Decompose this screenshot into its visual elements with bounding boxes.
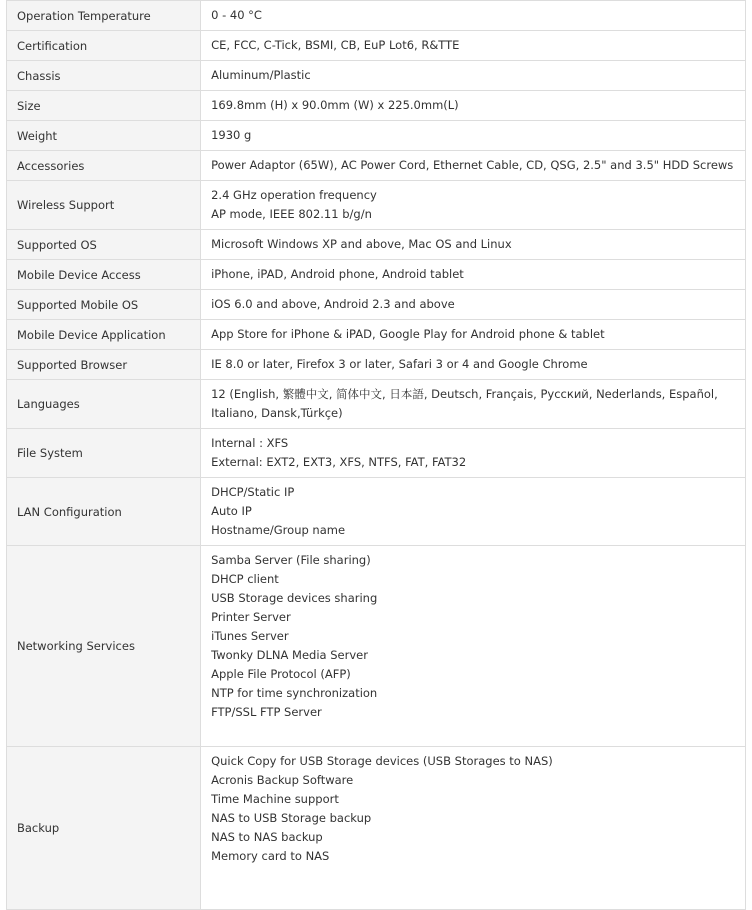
spec-value-line: FTP/SSL FTP Server xyxy=(211,705,322,719)
table-row xyxy=(7,31,746,61)
spec-label: Supported OS xyxy=(7,230,201,260)
table-row xyxy=(7,546,746,747)
table-row xyxy=(7,121,746,151)
spec-value xyxy=(201,380,746,429)
spec-table xyxy=(6,0,746,910)
spec-value-line: USB Storage devices sharing xyxy=(211,591,378,605)
spec-value-line: DHCP/Static IP xyxy=(211,485,295,499)
spec-value-line: NAS to NAS backup xyxy=(211,830,323,844)
spec-value-line: Microsoft Windows XP and above, Mac OS and Linux xyxy=(211,237,512,251)
spec-value xyxy=(201,320,746,350)
spec-label: Supported Browser xyxy=(7,350,201,380)
table-row xyxy=(7,350,746,380)
spec-value xyxy=(201,429,746,478)
spec-value-line: Italiano, Dansk,Türkçe) xyxy=(211,406,343,420)
spec-value-line: 12 (English, 繁體中文, 简体中文, 日本語, Deutsch, Français, Русский, Nederlands, Español, xyxy=(211,387,718,401)
spec-label: LAN Configuration xyxy=(7,478,201,546)
spec-value-line: Hostname/Group name xyxy=(211,523,346,537)
table-row xyxy=(7,151,746,181)
spec-label: Certification xyxy=(7,31,201,61)
spec-label: Chassis xyxy=(7,61,201,91)
spec-value-line: 1930 g xyxy=(211,128,252,142)
spec-value-line: NTP for time synchronization xyxy=(211,686,378,700)
spec-value-line: IE 8.0 or later, Firefox 3 or later, Safari 3 or 4 and Google Chrome xyxy=(211,357,588,371)
spec-value-line: Power Adaptor (65W), AC Power Cord, Ethernet Cable, CD, QSG, 2.5" and 3.5" HDD Screws xyxy=(211,158,734,172)
spec-value-line: Quick Copy for USB Storage devices (USB Storages to NAS) xyxy=(211,754,553,768)
spec-label: Mobile Device Application xyxy=(7,320,201,350)
spec-value xyxy=(201,290,746,320)
spec-value-line: 2.4 GHz operation frequency xyxy=(211,188,377,202)
spec-value xyxy=(201,546,746,747)
spec-value-line: Acronis Backup Software xyxy=(211,773,354,787)
spec-label: Operation Temperature xyxy=(7,1,201,31)
table-row xyxy=(7,747,746,910)
spec-value xyxy=(201,747,746,910)
spec-value-line: Internal : XFS xyxy=(211,436,289,450)
spec-value-line: 169.8mm (H) x 90.0mm (W) x 225.0mm(L) xyxy=(211,98,459,112)
spec-value-line: Twonky DLNA Media Server xyxy=(211,648,368,662)
spec-value xyxy=(201,1,746,31)
spec-value-line: iPhone, iPAD, Android phone, Android tablet xyxy=(211,267,464,281)
spec-value xyxy=(201,260,746,290)
spec-value-line: DHCP client xyxy=(211,572,279,586)
spec-value-line: NAS to USB Storage backup xyxy=(211,811,372,825)
spec-value xyxy=(201,121,746,151)
table-row xyxy=(7,320,746,350)
spec-value-line: Auto IP xyxy=(211,504,252,518)
spec-value-line: AP mode, IEEE 802.11 b/g/n xyxy=(211,207,372,221)
spec-value xyxy=(201,91,746,121)
spec-label: Supported Mobile OS xyxy=(7,290,201,320)
spec-label: Networking Services xyxy=(7,546,201,747)
spec-label: Size xyxy=(7,91,201,121)
spec-value-line: External: EXT2, EXT3, XFS, NTFS, FAT, FAT32 xyxy=(211,455,467,469)
spec-label: Accessories xyxy=(7,151,201,181)
spec-value-line: App Store for iPhone & iPAD, Google Play for Android phone & tablet xyxy=(211,327,605,341)
table-row xyxy=(7,290,746,320)
spec-label: Wireless Support xyxy=(7,181,201,230)
spec-value-line: Memory card to NAS xyxy=(211,849,330,863)
table-row xyxy=(7,61,746,91)
spec-value xyxy=(201,181,746,230)
table-row xyxy=(7,380,746,429)
spec-value-line: Samba Server (File sharing) xyxy=(211,553,371,567)
spec-value-line: CE, FCC, C-Tick, BSMI, CB, EuP Lot6, R&TTE xyxy=(211,38,460,52)
spec-value-line: 0 - 40 °C xyxy=(211,8,262,22)
spec-value-line: Printer Server xyxy=(211,610,291,624)
spec-value-line: iOS 6.0 and above, Android 2.3 and above xyxy=(211,297,455,311)
table-row xyxy=(7,429,746,478)
table-row xyxy=(7,478,746,546)
spec-value xyxy=(201,31,746,61)
spec-value-line: Time Machine support xyxy=(211,792,339,806)
table-row xyxy=(7,260,746,290)
spec-value-line: Aluminum/Plastic xyxy=(211,68,311,82)
spec-label: Languages xyxy=(7,380,201,429)
table-row xyxy=(7,230,746,260)
spec-value xyxy=(201,151,746,181)
table-row xyxy=(7,181,746,230)
table-row xyxy=(7,91,746,121)
spec-value xyxy=(201,230,746,260)
table-row xyxy=(7,1,746,31)
spec-label: Weight xyxy=(7,121,201,151)
spec-label: Backup xyxy=(7,747,201,910)
spec-value-line: Apple File Protocol (AFP) xyxy=(211,667,351,681)
spec-value-line: iTunes Server xyxy=(211,629,289,643)
spec-value xyxy=(201,61,746,91)
spec-label: Mobile Device Access xyxy=(7,260,201,290)
spec-value xyxy=(201,478,746,546)
spec-label: File System xyxy=(7,429,201,478)
spec-value xyxy=(201,350,746,380)
